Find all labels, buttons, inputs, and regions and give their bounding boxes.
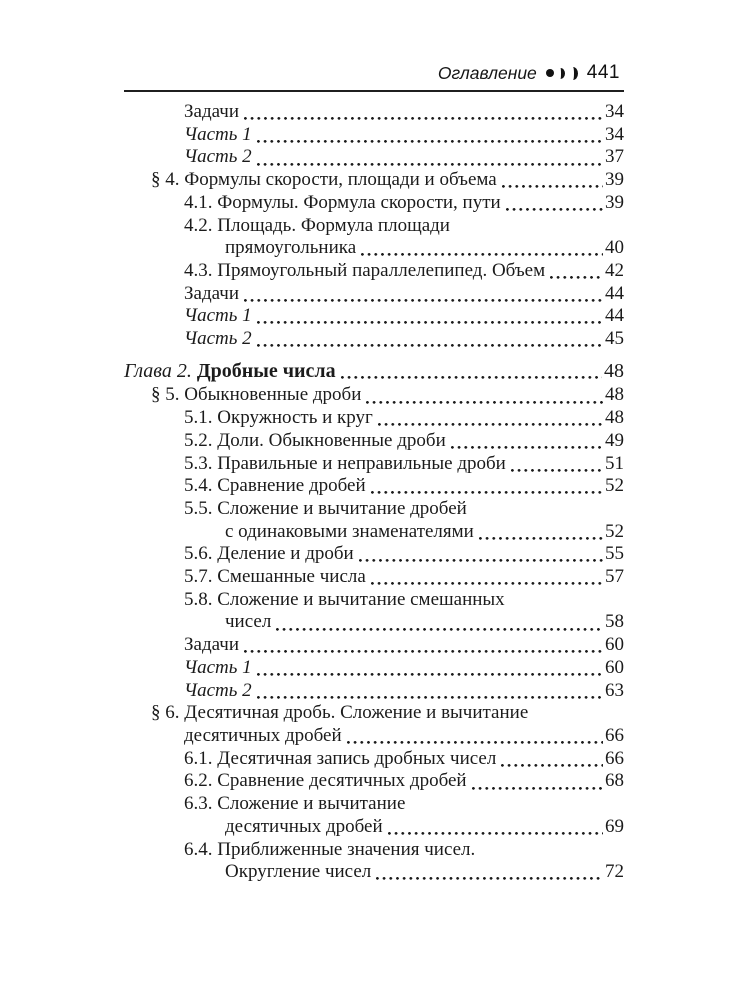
- toc-entry-page: 66: [605, 747, 624, 769]
- dot-leader: [276, 611, 603, 634]
- toc-entry: [124, 283, 624, 306]
- toc-entry: [124, 611, 624, 634]
- dot-leader: [341, 360, 602, 383]
- dot-leader: [376, 861, 603, 884]
- toc-entry: [124, 305, 624, 328]
- dot-leader: [371, 475, 603, 498]
- toc-entry-page: 66: [605, 724, 624, 746]
- toc-entry-text: Часть 1: [184, 656, 252, 678]
- toc-entry-page: 37: [605, 146, 624, 168]
- toc-entry-text: 5.3. Правильные и неправильные дроби: [184, 452, 506, 474]
- toc-entry-text: Часть 2: [184, 146, 252, 168]
- arc-glyph: [568, 67, 578, 80]
- toc-entry-prefix: Глава 2.: [124, 359, 197, 382]
- toc-entry: [124, 360, 624, 383]
- toc-entry-page: 45: [605, 328, 624, 350]
- toc-entry-page: 60: [605, 656, 624, 678]
- toc-entry: [124, 702, 624, 725]
- toc-entry: [124, 770, 624, 793]
- toc-entry-text: Задачи: [184, 634, 240, 656]
- toc-entry-text: чисел: [225, 611, 272, 633]
- toc-entry-text: 4.1. Формулы. Формула скорости, пути: [184, 191, 501, 213]
- toc-entry-text: Дробные числа: [196, 359, 336, 382]
- toc-entry-page: 49: [605, 429, 624, 451]
- toc-entry: [124, 543, 624, 566]
- toc-entry: [124, 237, 624, 260]
- toc-entry-text: десятичных дробей: [225, 815, 383, 837]
- toc-entry: [124, 748, 624, 771]
- toc-entry: [124, 498, 624, 521]
- toc-entry: [124, 816, 624, 839]
- toc-entry-text: десятичных дробей: [184, 724, 342, 746]
- toc-entry-text: 5.6. Деление и дроби: [184, 543, 354, 565]
- dot-leader: [451, 430, 603, 453]
- toc-entry: [124, 430, 624, 453]
- toc-entry-page: 72: [605, 861, 624, 883]
- toc-entry: [124, 589, 624, 612]
- dot-leader: [506, 192, 603, 215]
- dot-leader: [361, 237, 603, 260]
- dot-leader: [501, 748, 603, 771]
- dot-leader: [257, 657, 603, 680]
- toc-entry: [124, 124, 624, 147]
- toc-entry: [124, 215, 624, 238]
- toc-entry-text: Часть 2: [184, 679, 252, 701]
- toc-entry: [124, 260, 624, 283]
- dot-leader: [244, 101, 603, 124]
- dot-leader: [244, 283, 603, 306]
- toc-entry-text: 6.4. Приближенные значения чисел.: [184, 838, 476, 860]
- toc-entry-text: § 6. Десятичная дробь. Сложение и вычитание: [151, 702, 529, 724]
- toc-entry-text: 5.8. Сложение и вычитание смешанных: [184, 588, 505, 610]
- toc-entry: [124, 328, 624, 351]
- dot-leader: [366, 384, 603, 407]
- toc-entry-page: 34: [605, 123, 624, 145]
- toc-entry-page: 48: [605, 384, 624, 406]
- toc-entry: [124, 861, 624, 884]
- toc-entry-page: 52: [605, 520, 624, 542]
- toc-entry-text: 5.2. Доли. Обыкновенные дроби: [184, 429, 446, 451]
- toc-entry-page: 63: [605, 679, 624, 701]
- dot-leader: [378, 407, 603, 430]
- toc-entry: [124, 725, 624, 748]
- header-rule: [124, 90, 624, 92]
- toc-entry-text: 5.5. Сложение и вычитание дробей: [184, 497, 467, 519]
- toc-entry-text: 6.2. Сравнение десятичных дробей: [184, 770, 467, 792]
- dot-leader: [257, 124, 603, 147]
- toc-entry-page: 44: [605, 305, 624, 327]
- toc-entry-text: 5.7. Смешанные числа: [184, 566, 366, 588]
- dot-leader: [347, 725, 603, 748]
- toc-entry: [124, 839, 624, 862]
- toc-entry: [124, 657, 624, 680]
- page-content: [124, 62, 624, 884]
- dot-leader: [388, 816, 603, 839]
- toc-entry-text: 6.1. Десятичная запись дробных чисел: [184, 747, 497, 769]
- dot-leader: [257, 305, 603, 328]
- toc-entry: [124, 101, 624, 124]
- dot-leader: [371, 566, 603, 589]
- toc-entry-text: Часть 1: [184, 123, 252, 145]
- toc-entry-text: Часть 1: [184, 305, 252, 327]
- running-head-title: Оглавление: [437, 62, 537, 83]
- toc-entry-text: § 5. Обыкновенные дроби: [151, 384, 362, 406]
- toc-entry-text: § 4. Формулы скорости, площади и объема: [151, 169, 497, 191]
- dot-leader: [359, 543, 603, 566]
- dot-leader: [257, 328, 603, 351]
- toc-entry-page: 39: [605, 191, 624, 213]
- toc-entry: [124, 384, 624, 407]
- dot-leader: [550, 260, 603, 283]
- toc-entry-text: 5.1. Окружность и круг: [184, 407, 373, 429]
- toc-entry: [124, 475, 624, 498]
- toc-entry-page: 39: [605, 169, 624, 191]
- toc-entry-page: 57: [605, 566, 624, 588]
- toc-list: [124, 101, 624, 884]
- dot-arcs-icon: [546, 67, 578, 80]
- arc-glyph: [556, 68, 565, 79]
- toc-entry-page: 55: [605, 543, 624, 565]
- toc-entry-page: 40: [605, 237, 624, 259]
- toc-entry-page: 48: [605, 407, 624, 429]
- toc-entry-page: 69: [605, 815, 624, 837]
- toc-entry-text: 5.4. Сравнение дробей: [184, 475, 366, 497]
- toc-entry: [124, 192, 624, 215]
- toc-entry-page: 44: [605, 282, 624, 304]
- page-number: 441: [586, 62, 620, 83]
- toc-entry-text: 4.3. Прямоугольный параллелепипед. Объем: [184, 259, 546, 281]
- dot-glyph: [546, 69, 554, 77]
- dot-leader: [479, 521, 603, 544]
- toc-entry-text: Задачи: [184, 282, 240, 304]
- toc-entry-page: 48: [604, 359, 624, 382]
- toc-entry-page: 51: [605, 452, 624, 474]
- toc-entry: [124, 521, 624, 544]
- toc-entry: [124, 453, 624, 476]
- dot-leader: [257, 146, 603, 169]
- toc-entry: [124, 146, 624, 169]
- toc-entry-text: Округление чисел: [225, 861, 372, 883]
- toc-entry: [124, 169, 624, 192]
- toc-entry: [124, 680, 624, 703]
- toc-entry-page: 52: [605, 475, 624, 497]
- toc-entry-text: прямоугольника: [225, 237, 357, 259]
- dot-leader: [472, 770, 603, 793]
- dot-leader: [502, 169, 603, 192]
- toc-entry-page: 60: [605, 634, 624, 656]
- toc-entry-page: 58: [605, 611, 624, 633]
- toc-entry-text: Задачи: [184, 101, 240, 122]
- page-header: [124, 62, 624, 84]
- dot-leader: [511, 453, 603, 476]
- toc-entry: [124, 793, 624, 816]
- toc-entry-text: Часть 2: [184, 328, 252, 350]
- toc-entry-page: 34: [605, 101, 624, 122]
- dot-leader: [257, 680, 603, 703]
- toc-entry-text: 6.3. Сложение и вычитание: [184, 793, 406, 815]
- toc-entry-page: 42: [605, 259, 624, 281]
- toc-entry: [124, 566, 624, 589]
- toc-entry: [124, 634, 624, 657]
- toc-entry: [124, 407, 624, 430]
- dot-leader: [244, 634, 603, 657]
- toc-entry-page: 68: [605, 770, 624, 792]
- toc-entry-text: 4.2. Площадь. Формула площади: [184, 214, 450, 236]
- toc-entry-text: с одинаковыми знаменателями: [225, 520, 474, 542]
